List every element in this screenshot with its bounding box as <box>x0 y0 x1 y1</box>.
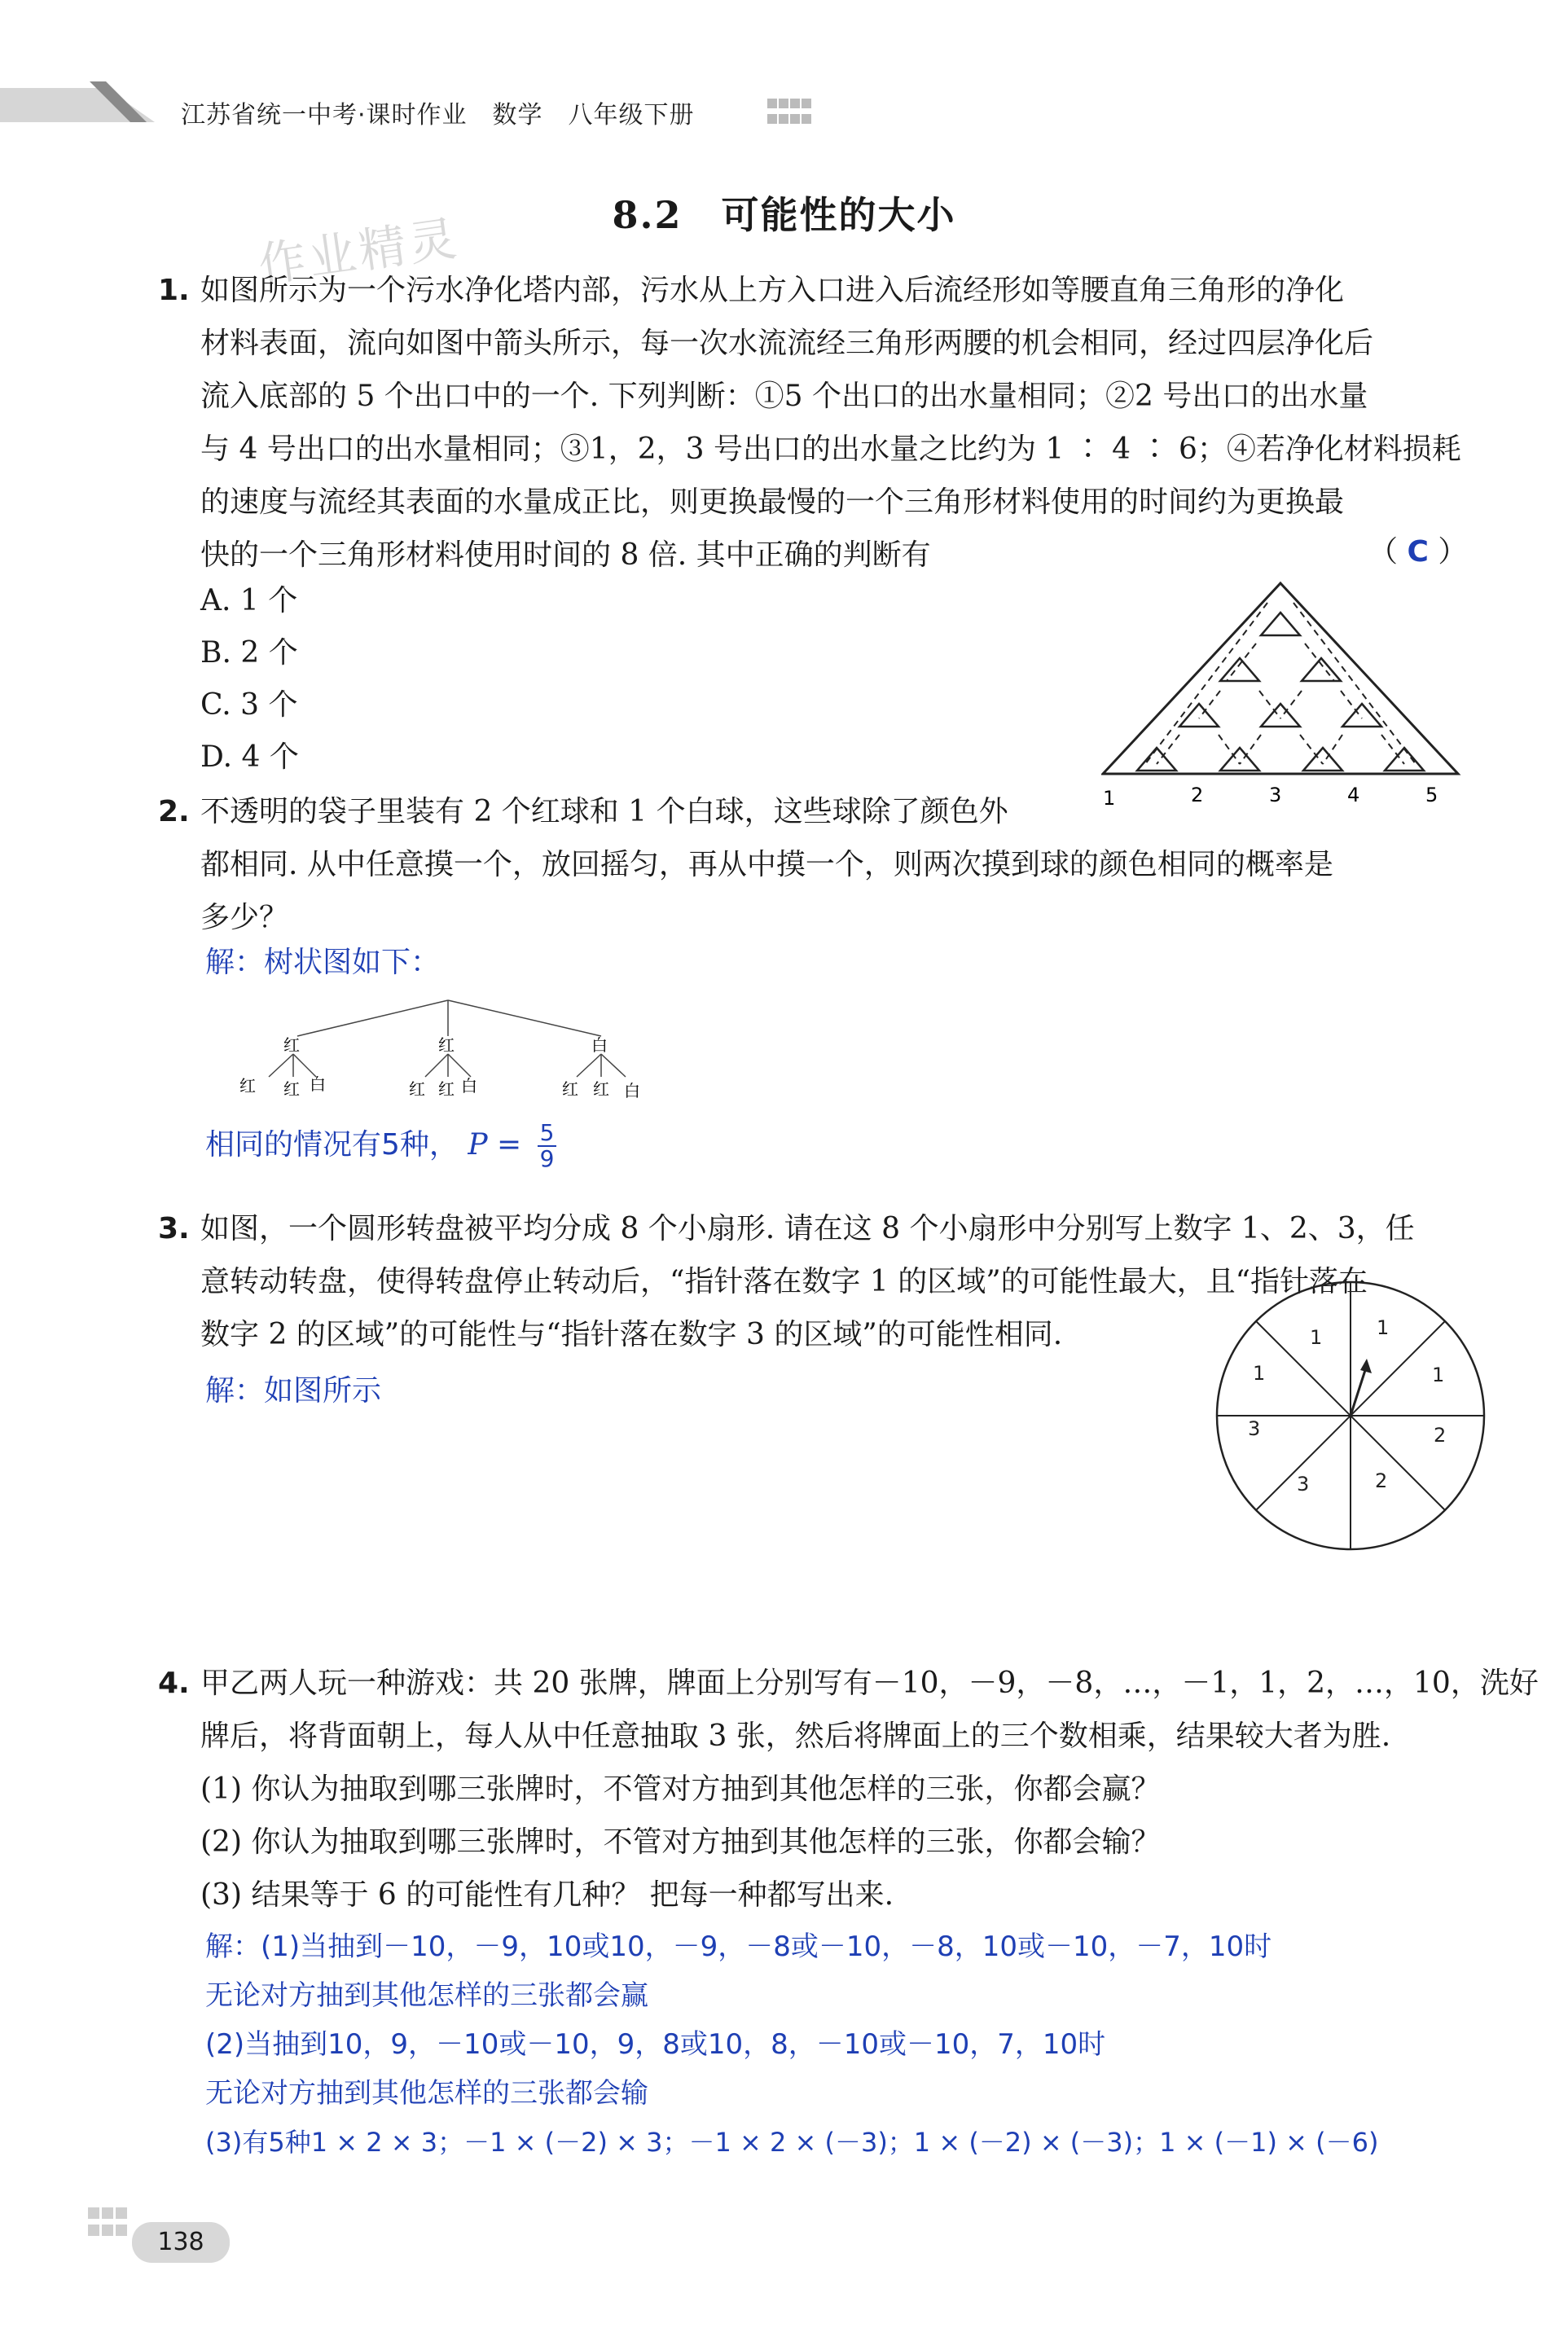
spinner-sector: 3 <box>1248 1417 1261 1440</box>
spinner-sector: 2 <box>1434 1424 1447 1447</box>
tree-leaf: 红 <box>562 1079 578 1099</box>
question-text-line: 多少？ <box>200 901 289 934</box>
question-text-line: 都相同. 从中任意摸一个，放回摇匀，再从中摸一个，则两次摸到球的颜色相同的概率是 <box>200 848 1333 881</box>
outlet-label: 2 <box>1191 784 1204 806</box>
outlet-label: 5 <box>1425 784 1438 806</box>
option-d: D. 4 个 <box>200 740 299 774</box>
question-text-line: 甲乙两人玩一种游戏：共 20 张牌，牌面上分别写有－10，－9，－8，…，－1，1，2，…，10，洗好 <box>200 1667 1539 1700</box>
outlet-label: 3 <box>1269 784 1282 806</box>
section-title: 8.2 可能性的大小 <box>612 193 956 237</box>
spinner-sector: 1 <box>1253 1362 1266 1385</box>
answer-line: (2)当抽到10，9，－10或－10，9，8或10，8，－10或－10，7，10时 <box>205 2028 1106 2061</box>
tree-leaf: 红 <box>409 1079 425 1099</box>
answer-4 <box>205 1922 1549 2167</box>
question-text-line: 材料表面，流向如图中箭头所示，每一次水流流经三角形两腰的机会相同，经过四层净化后 <box>200 327 1374 360</box>
option-c: C. 3 个 <box>200 688 298 722</box>
question-text-line: 如图所示为一个污水净化塔内部，污水从上方入口进入后流经形如等腰直角三角形的净化 <box>200 274 1345 307</box>
spinner-sector: 1 <box>1377 1316 1390 1339</box>
spinner-sector: 3 <box>1297 1473 1310 1496</box>
answer-bracket: （ C ） <box>1368 535 1468 569</box>
tree-leaf: 白 <box>310 1074 326 1094</box>
header-squares <box>767 98 813 129</box>
outlet-label: 1 <box>1103 787 1116 810</box>
sub-question: (3) 结果等于 6 的可能性有几种？ 把每一种都写出来. <box>200 1878 894 1912</box>
tree-leaf: 红 <box>239 1076 256 1096</box>
book-title: 江苏省统一中考·课时作业 数学 八年级下册 <box>181 101 695 130</box>
question-1 <box>158 264 1553 582</box>
footer-squares <box>88 2207 130 2242</box>
choice-answer: C <box>1407 535 1429 569</box>
tree-diagram <box>204 986 668 1100</box>
tree-leaf: 白 <box>461 1076 477 1096</box>
question-text-line: 牌后，将背面朝上，每人从中任意抽取 3 张，然后将牌面上的三个数相乘，结果较大者为胜. <box>200 1720 1391 1753</box>
tree-node: 白 <box>591 1035 608 1055</box>
sub-question: (2) 你认为抽取到哪三张牌时，不管对方抽到其他怎样的三张，你都会输？ <box>200 1825 1161 1859</box>
answer-3: 解：如图所示 <box>205 1374 382 1408</box>
question-text-line: 如图，一个圆形转盘被平均分成 8 个小扇形. 请在这 8 个小扇形中分别写上数字 1、2、3，任 <box>200 1212 1415 1245</box>
spinner-sector: 2 <box>1375 1469 1388 1492</box>
probability-symbol: P = <box>468 1128 522 1162</box>
tree-node: 红 <box>438 1035 455 1055</box>
question-number: 2. <box>158 795 190 828</box>
answer-line: 无论对方抽到其他怎样的三张都会赢 <box>205 1979 648 2012</box>
fraction <box>538 1121 557 1171</box>
fraction-denominator: 9 <box>539 1145 555 1172</box>
spinner-sector: 1 <box>1310 1326 1323 1349</box>
question-number: 1. <box>158 274 190 307</box>
fraction-numerator: 5 <box>538 1121 557 1147</box>
question-number: 4. <box>158 1667 190 1700</box>
question-4 <box>158 1657 1553 1922</box>
spinner-diagram <box>1206 1280 1499 1557</box>
outlet-label: 4 <box>1347 784 1360 806</box>
tree-leaf: 红 <box>593 1079 609 1099</box>
question-text-line: 流入底部的 5 个出口中的一个. 下列判断：①5 个出口的出水量相同；②2 号出口的出水量 <box>200 380 1368 413</box>
tree-node: 红 <box>283 1035 300 1055</box>
answer-2-result: 相同的情况有5种， P = $\frac{5}{9}$ <box>205 1121 556 1171</box>
spinner-sector: 1 <box>1432 1364 1445 1386</box>
purification-tower-diagram <box>1101 580 1468 816</box>
question-text-line: 不透明的袋子里装有 2 个红球和 1 个白球，这些球除了颜色外 <box>200 795 1008 828</box>
sub-question: (1) 你认为抽取到哪三张牌时，不管对方抽到其他怎样的三张，你都会赢？ <box>200 1772 1161 1806</box>
options <box>200 575 299 784</box>
question-text-line: 数字 2 的区域”的可能性与“指针落在数字 3 的区域”的可能性相同. <box>200 1318 1063 1351</box>
tree-leaf: 红 <box>283 1079 300 1099</box>
answer-line: (3)有5种1 × 2 × 3；－1 × (－2) × 3；－1 × 2 × (－3)；1 × (－2) × (－3)；1 × (－1) × (－6) <box>205 2127 1379 2158</box>
header-decoration <box>0 81 155 122</box>
question-text-line: 意转动转盘，使得转盘停止转动后，“指针落在数字 1 的区域”的可能性最大，且“指针落在 <box>200 1265 1368 1298</box>
answer-line: 解：(1)当抽到－10，－9，10或10，－9，－8或－10，－8，10或－10，－7，10时 <box>205 1930 1272 1963</box>
question-text-line: 快的一个三角形材料使用时间的 8 倍. 其中正确的判断有 <box>200 538 931 572</box>
question-2 <box>158 785 1553 944</box>
tree-leaf: 白 <box>624 1081 640 1100</box>
answer-line: 无论对方抽到其他怎样的三张都会输 <box>205 2077 648 2110</box>
question-text-line: 的速度与流经其表面的水量成正比，则更换最慢的一个三角形材料使用的时间约为更换最 <box>200 485 1345 519</box>
page-number: 138 <box>132 2222 230 2263</box>
answer-2-intro: 解：树状图如下： <box>205 946 441 979</box>
option-a: A. 1 个 <box>200 584 298 617</box>
tree-leaf: 红 <box>438 1079 455 1099</box>
watermark: 作业精灵 <box>255 210 463 293</box>
option-b: B. 2 个 <box>200 636 298 670</box>
question-number: 3. <box>158 1212 190 1245</box>
question-text-line: 与 4 号出口的出水量相同；③1，2，3 号出口的出水量之比约为 1 ∶ 4 ∶ 6；④若净化材料损耗 <box>200 433 1461 466</box>
